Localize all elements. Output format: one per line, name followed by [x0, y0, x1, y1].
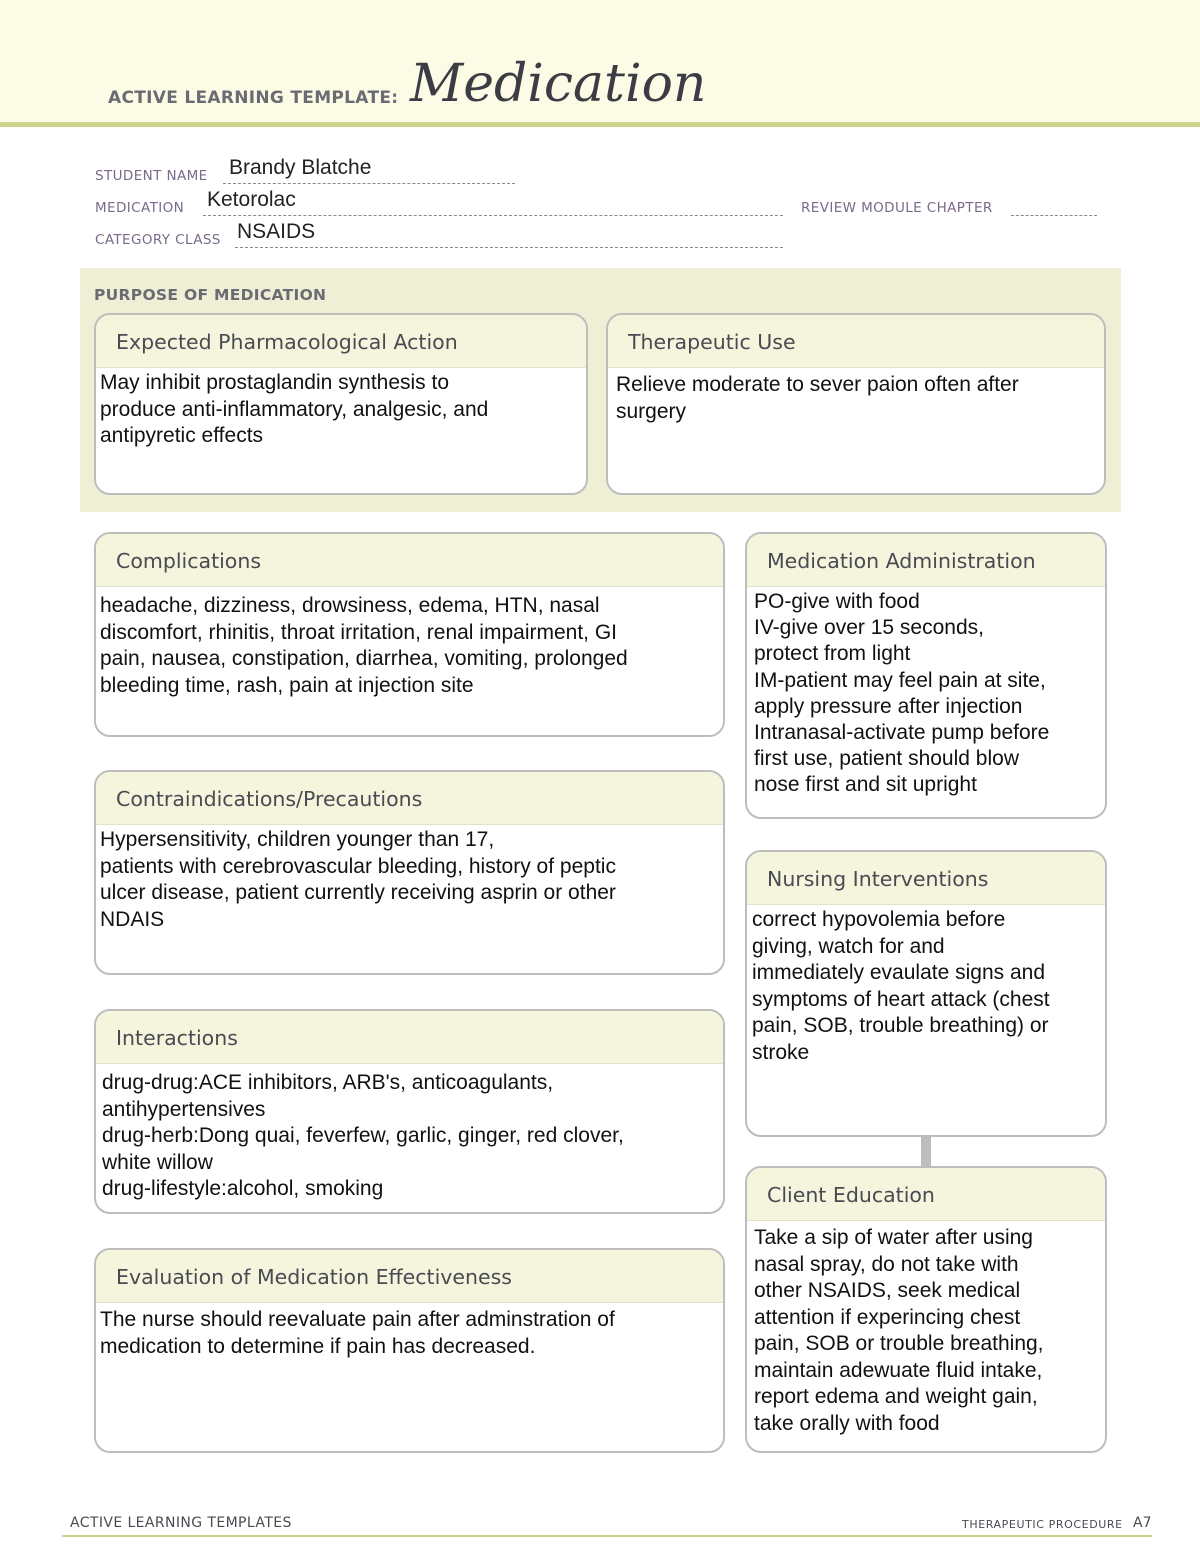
administration-header	[747, 534, 1105, 587]
footer-divider	[62, 1535, 1152, 1537]
template-label: ACTIVE LEARNING TEMPLATE:	[108, 88, 399, 108]
page-number: A7	[1133, 1515, 1152, 1531]
administration-box	[745, 532, 1107, 819]
category-line	[235, 247, 783, 248]
box-connector	[921, 1136, 931, 1166]
medication-line	[203, 215, 783, 216]
complications-box	[94, 532, 725, 737]
nursing-interventions-box	[745, 850, 1107, 1137]
page-title: Medication	[410, 54, 707, 114]
client-education-title: Client Education	[767, 1183, 935, 1207]
expected-action-text[interactable]: May inhibit prostaglandin synthesis to produce anti-inflammatory, analgesic, and antipyretic effects	[100, 371, 489, 447]
administration-title: Medication Administration	[767, 549, 1036, 573]
nursing-interventions-header	[747, 852, 1105, 905]
interactions-header	[96, 1011, 723, 1064]
complications-text[interactable]: headache, dizziness, drowsiness, edema, HTN, nasal discomfort, rhinitis, throat irritation, renal impairment, GI pain, nausea, constipation, diarrhea, vomiting, prolonged bleeding time, rash, pain at injection site	[100, 594, 628, 697]
contraindications-header	[96, 772, 723, 825]
nursing-interventions-title: Nursing Interventions	[767, 867, 989, 891]
expected-action-header	[96, 315, 586, 368]
expected-action-box	[94, 313, 588, 495]
category-field	[95, 220, 795, 254]
client-education-text[interactable]: Take a sip of water after using nasal spray, do not take with other NSAIDS, seek medical attention if experincing chest pain, SOB or trouble breathing, maintain adewuate fluid intake, report edema and weight gain, take orally with food	[754, 1226, 1044, 1435]
contraindications-text[interactable]: Hypersensitivity, children younger than 17, patients with cerebrovascular bleeding, history of peptic ulcer disease, patient currently receiving asprin or other NDAIS	[100, 828, 616, 931]
expected-action-title: Expected Pharmacological Action	[116, 330, 458, 354]
category-label: CATEGORY CLASS	[95, 232, 221, 248]
review-module-line	[1011, 215, 1097, 216]
evaluation-header	[96, 1250, 723, 1303]
review-module-label: REVIEW MODULE CHAPTER	[801, 200, 993, 216]
complications-title: Complications	[116, 549, 262, 573]
category-value[interactable]: NSAIDS	[237, 220, 316, 243]
administration-text[interactable]: PO-give with food IV-give over 15 seconds, protect from light IM-patient may feel pain at site, apply pressure after injection Intranasal-activate pump before first use, patient should blow nose first and sit upright	[754, 590, 1050, 797]
therapeutic-use-title: Therapeutic Use	[628, 330, 796, 354]
evaluation-box	[94, 1248, 725, 1453]
contraindications-box	[94, 770, 725, 975]
medication-value[interactable]: Ketorolac	[207, 188, 296, 211]
therapeutic-use-text[interactable]: Relieve moderate to sever paion often after surgery	[616, 373, 1019, 423]
medication-label: MEDICATION	[95, 200, 185, 216]
client-education-box	[745, 1166, 1107, 1453]
student-name-label: STUDENT NAME	[95, 168, 208, 184]
student-name-line	[223, 183, 515, 184]
footer-left-label: ACTIVE LEARNING TEMPLATES	[70, 1515, 292, 1531]
medication-field	[95, 188, 795, 222]
interactions-text[interactable]: drug-drug:ACE inhibitors, ARB's, anticoagulants, antihypertensives drug-herb:Dong quai, feverfew, garlic, ginger, red clover, white willow drug-lifestyle:alcohol, smoking	[102, 1071, 624, 1200]
nursing-interventions-text[interactable]: correct hypovolemia before giving, watch for and immediately evaulate signs and symptoms of heart attack (chest pain, SOB, trouble breathing) or stroke	[752, 908, 1050, 1064]
header-divider	[0, 122, 1200, 127]
student-name-field	[95, 156, 525, 190]
student-name-value[interactable]: Brandy Blatche	[229, 156, 372, 179]
interactions-box	[94, 1009, 725, 1214]
contraindications-title: Contraindications/Precautions	[116, 787, 423, 811]
review-module-field	[801, 192, 1101, 222]
complications-header	[96, 534, 723, 587]
evaluation-title: Evaluation of Medication Effectiveness	[116, 1265, 512, 1289]
therapeutic-use-header	[608, 315, 1104, 368]
purpose-title: PURPOSE OF MEDICATION	[94, 286, 327, 304]
interactions-title: Interactions	[116, 1026, 238, 1050]
footer-right-label: THERAPEUTIC PROCEDURE	[962, 1518, 1123, 1531]
client-education-header	[747, 1168, 1105, 1221]
evaluation-text[interactable]: The nurse should reevaluate pain after adminstration of medication to determine if pain has decreased.	[100, 1308, 615, 1358]
therapeutic-use-box	[606, 313, 1106, 495]
